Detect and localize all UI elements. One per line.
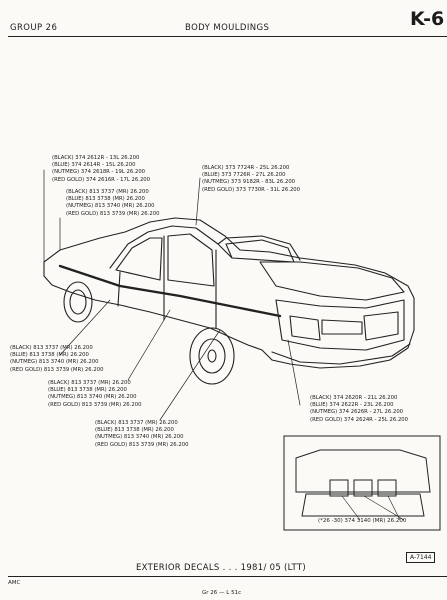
- callout-bottom-mid: (BLACK) 813 3737 (MR) 26.200 (BLUE) 813 3738 (MR) 26.200 (NUTMEG) 813 3740 (MR) 26.200 (RED GOLD) 813 3739 (MR) 26.200: [95, 420, 189, 448]
- footer-rule: [8, 576, 447, 577]
- callout-lower-right: (BLACK) 374 2620R - 21L 26.200 (BLUE) 374 2622R - 23L 26.200 (NUTMEG) 374 2626R - 27L 26.200 (RED GOLD) 374 2624R - 25L 26.200: [310, 395, 409, 423]
- figure-number: A-7144: [406, 552, 435, 563]
- inset-label: (*26 -30) 374 3140 (MR) 26.200: [318, 518, 407, 524]
- callout-upper-right: (BLACK) 373 7724R - 25L 26.200 (BLUE) 373 7726R - 27L 26.200 (NUTMEG) 373 9182R - 83L 26.200 (RED GOLD) 373 7730R - 31L 26.200: [202, 165, 301, 193]
- callout-lower-left: (BLACK) 813 3737 (MR) 26.200 (BLUE) 813 3738 (MR) 26.200 (NUTMEG) 813 3740 (MR) 26.200 (RED GOLD) 813 3739 (MR) 26.200: [10, 345, 104, 373]
- page-title: BODY MOULDINGS: [185, 23, 270, 33]
- footer-title: EXTERIOR DECALS . . . 1981/ 05 (LTT): [136, 563, 306, 573]
- publisher-label: AMC: [8, 580, 21, 586]
- group-label: GROUP 26: [10, 23, 58, 33]
- page-reference: Gr 26 — L 51c: [202, 590, 242, 596]
- callout-lower-mid: (BLACK) 813 3737 (MR) 26.200 (BLUE) 813 3738 (MR) 26.200 (NUTMEG) 813 3740 (MR) 26.200 (RED GOLD) 813 3739 (MR) 26.200: [48, 380, 142, 408]
- callout-mid-left: (BLACK) 813 3737 (MR) 26.200 (BLUE) 813 3738 (MR) 26.200 (NUTMEG) 813 3740 (MR) 26.200 (RED GOLD) 813 3739 (MR) 26.200: [66, 189, 160, 217]
- page-code: K-6: [410, 8, 445, 30]
- callout-upper-left: (BLACK) 374 2612R - 13L 26.200 (BLUE) 374 2614R - 15L 26.200 (NUTMEG) 374 2618R - 19L 26.200 (RED GOLD) 374 2616R - 17L 26.200: [52, 155, 151, 183]
